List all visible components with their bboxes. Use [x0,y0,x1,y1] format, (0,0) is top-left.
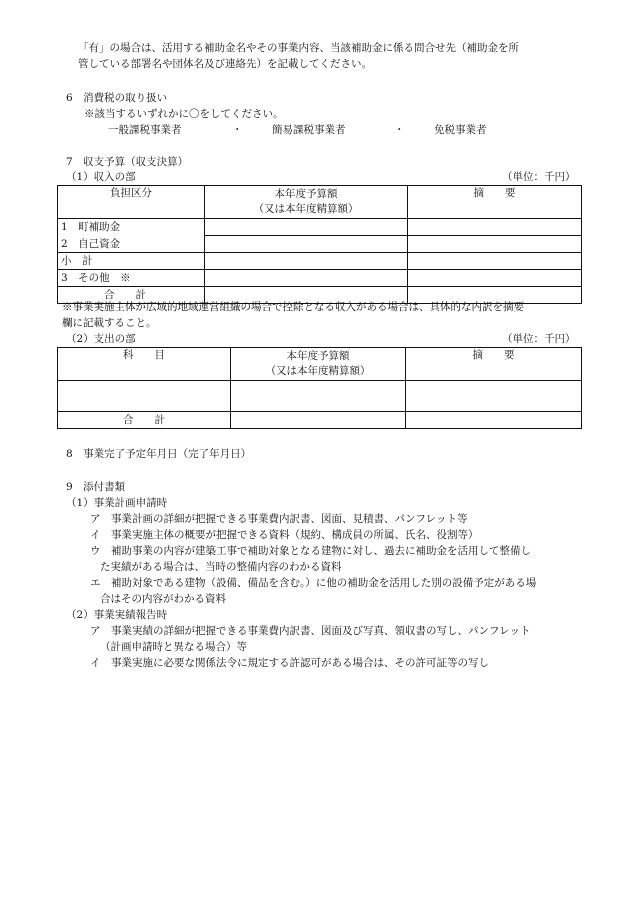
income-row-other: 3 その他 ※ [58,270,205,287]
table-row [58,219,582,236]
section-6-note: ※該当するいずれかに〇をしてください。 [84,108,284,120]
income-row-town-subsidy: 1 町補助金 [58,219,205,236]
income-cell-remarks[interactable] [408,270,582,287]
section-8-heading: 8 事業完了予定年月日（完了年月日） [66,448,252,460]
expense-cell-item[interactable] [58,381,231,412]
income-cell-budget[interactable] [205,236,408,253]
expense-cell-budget[interactable] [231,412,406,429]
expense-row-total: 合 計 [58,412,231,429]
income-header-budget-line2: （又は本年度精算額） [253,203,359,215]
tax-option-separator-1: ・ [232,124,243,136]
income-subheading: （1）収入の部 [66,171,136,183]
section-9-heading: 9 添付書類 [66,481,126,493]
section-6-heading: 6 消費税の取り扱い [66,92,168,104]
report-item-a-line-2: （計画申請時と異なる場合）等 [100,641,247,653]
report-subheading: （2）事業実績報告時 [66,609,168,621]
tax-option-exempt: 免税事業者 [434,124,487,136]
table-row [58,236,582,253]
expense-header-budget-line1: 本年度予算額 [286,350,350,362]
tax-option-general: 一般課税事業者 [108,124,182,136]
expense-header-budget-line2: （又は本年度精算額） [265,365,371,377]
expense-cell-remarks[interactable] [406,412,582,429]
income-row-own-funds: 2 自己資金 [58,236,205,253]
expense-cell-remarks[interactable] [406,381,582,412]
plan-item-u-line-1: ウ 補助事業の内容が建築工事で補助対象となる建物に対し、過去に補助金を活用して整備し [90,545,531,557]
expense-header-budget [231,348,406,381]
expense-subheading: （2）支出の部 [66,333,136,345]
plan-item-i: イ 事業実施主体の概要が把握できる資料（規約、構成員の所属、氏名、役割等） [90,529,479,541]
income-cell-remarks[interactable] [408,219,582,236]
income-unit: （単位：千円） [502,171,576,183]
income-header-row [58,186,582,219]
table-row [58,270,582,287]
plan-item-a: ア 事業計画の詳細が把握できる事業費内訳書、図面、見積書、パンフレット等 [90,513,468,525]
income-row-subtotal: 小 計 [58,253,205,270]
tax-option-separator-2: ・ [394,124,405,136]
income-note-line-1: ※事業実施主体が広域的地域運営組織の場合で控除となる収入がある場合は、具体的な内訳を摘要 [62,301,524,313]
section-7-heading: 7 収支予算（収支決算） [66,156,189,168]
table-row [58,253,582,270]
intro-line-1: 「有」の場合は、活用する補助金名やその事業内容、当該補助金に係る問合せ先（補助金を所 [78,42,519,54]
plan-subheading: （1）事業計画申請時 [66,497,168,509]
income-cell-remarks[interactable] [408,253,582,270]
expense-header-row [58,348,582,381]
income-header-budget-line1: 本年度予算額 [274,188,338,200]
income-cell-budget[interactable] [205,253,408,270]
intro-line-2: 管している部署名や団体名及び連絡先）を記載してください。 [78,58,372,70]
income-header-category: 負担区分 [58,186,205,219]
expense-table [57,347,582,429]
income-note-line-2: 欄に記載すること。 [62,317,157,329]
income-cell-budget[interactable] [205,270,408,287]
report-item-a-line-1: ア 事業実績の詳細が把握できる事業費内訳書、図面及び写真、領収書の写し、パンフレット [90,625,531,637]
table-row [58,381,582,412]
income-table [57,185,582,304]
income-cell-budget[interactable] [205,219,408,236]
report-item-i: イ 事業実施に必要な関係法令に規定する許認可がある場合は、その許可証等の写し [90,657,489,669]
expense-header-remarks: 摘 要 [406,348,582,381]
expense-cell-budget[interactable] [231,381,406,412]
plan-item-e-line-1: エ 補助対象である建物（設備、備品を含む。）に他の補助金を活用した別の設備予定がある場 [90,577,537,589]
plan-item-u-line-2: た実績がある場合は、当時の整備内容のわかる資料 [100,561,342,573]
income-cell-remarks[interactable] [408,236,582,253]
tax-option-simplified: 簡易課税事業者 [272,124,346,136]
expense-header-item: 科 目 [58,348,231,381]
income-header-budget [205,186,408,219]
income-row-total: 合 計 [58,287,205,304]
expense-unit: （単位：千円） [502,333,576,345]
table-row [58,412,582,429]
plan-item-e-line-2: 合はその内容がわかる資料 [100,593,226,605]
income-header-remarks: 摘 要 [408,186,582,219]
